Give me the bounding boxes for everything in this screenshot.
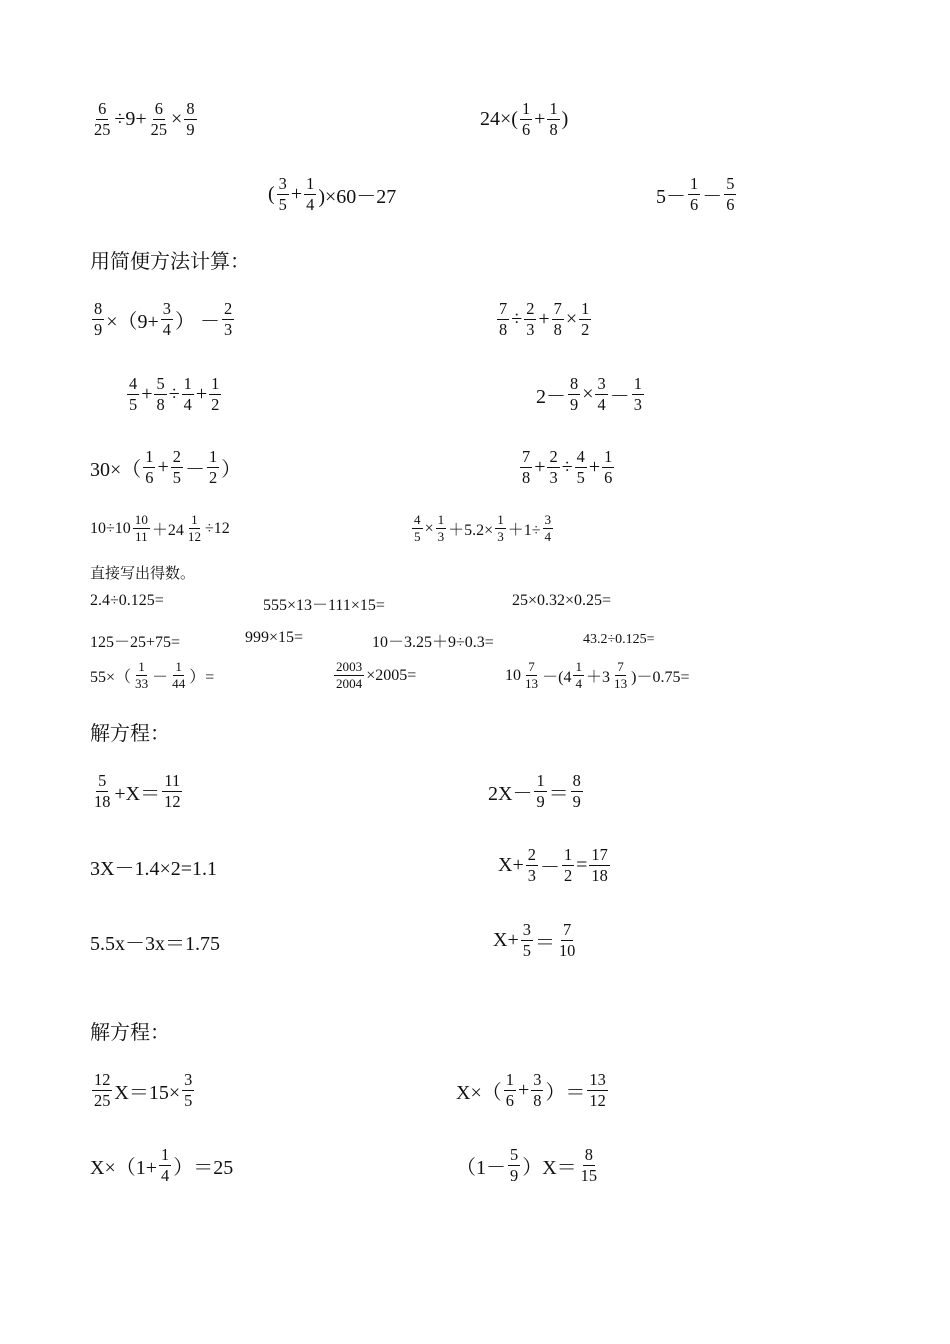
- fraction: $\frac{1}{4}$: [183, 374, 192, 414]
- fraction: $\frac{1}{4}$: [161, 1145, 170, 1185]
- fraction: $\frac{7}{8}$: [522, 447, 531, 487]
- fraction: $\frac{2003}{2004}$: [336, 659, 363, 692]
- fraction: $\frac{1}{2}$: [208, 447, 218, 487]
- problem-2: 24×( $\frac{1}{6}$ + $\frac{1}{8}$ ): [480, 99, 569, 139]
- direct-7: 43.2÷0.125=: [583, 632, 655, 647]
- equation-10: （1－ $\frac{5}{9}$ ）X＝ $\frac{8}{15}$: [456, 1145, 598, 1185]
- direct-8: 55×（ $\frac{1}{33}$ － $\frac{1}{44}$ ）=: [90, 659, 215, 692]
- heading-direct: 直接写出得数。: [90, 564, 196, 582]
- simplify-2: $\frac{7}{8}$ ÷ $\frac{2}{3}$ + $\frac{7}{8}$ × $\frac{1}{2}$: [499, 299, 590, 339]
- fraction: $\frac{3}{5}$: [522, 920, 531, 960]
- simplify-7: 10÷10 $\frac{10}{11}$ ＋24 $\frac{1}{12}$ ÷12: [90, 512, 230, 545]
- fraction: $\frac{1}{6}$: [145, 447, 154, 487]
- fraction: $\frac{2}{5}$: [172, 447, 181, 487]
- fraction: $\frac{1}{6}$: [521, 99, 531, 139]
- equation-1: $\frac{5}{18}$ +X＝ $\frac{11}{12}$: [94, 771, 181, 811]
- fraction: $\frac{4}{5}$: [576, 447, 585, 487]
- fraction: $\frac{12}{25}$: [94, 1070, 111, 1110]
- fraction: $\frac{3}{5}$: [184, 1070, 193, 1110]
- equation-2: 2X－ $\frac{1}{9}$ ＝ $\frac{8}{9}$: [488, 771, 581, 811]
- fraction: $\frac{3}{5}$: [278, 174, 287, 214]
- fraction: $\frac{1}{3}$: [497, 512, 504, 545]
- fraction: $\frac{1}{4}$: [575, 659, 583, 692]
- fraction: $\frac{3}{4}$: [597, 374, 606, 414]
- fraction: $\frac{13}{12}$: [589, 1070, 606, 1110]
- equation-5: 5.5x－3x＝1.75: [90, 933, 220, 955]
- fraction: $\frac{4}{5}$: [129, 374, 138, 414]
- fraction: $\frac{6}{25}$: [94, 99, 111, 139]
- fraction: $\frac{7}{10}$: [558, 920, 576, 960]
- fraction: $\frac{8}{15}$: [580, 1145, 598, 1185]
- fraction: $\frac{1}{6}$: [505, 1070, 514, 1110]
- fraction: $\frac{5}{6}$: [726, 174, 735, 214]
- direct-2: 555×13－111×15=: [263, 597, 385, 614]
- fraction: $\frac{7}{8}$: [499, 299, 508, 339]
- fraction: $\frac{1}{3}$: [437, 512, 445, 545]
- fraction: $\frac{1}{3}$: [633, 374, 642, 414]
- fraction: $\frac{3}{4}$: [544, 512, 552, 545]
- fraction: $\frac{5}{18}$: [94, 771, 111, 811]
- equation-4: X+ $\frac{2}{3}$ － $\frac{1}{2}$ = $\frac{17}{18}$: [498, 845, 608, 885]
- equation-9: X×（1+ $\frac{1}{4}$ ）＝25: [90, 1145, 234, 1185]
- fraction: $\frac{4}{5}$: [414, 512, 421, 545]
- equation-7: $\frac{12}{25}$ X＝15× $\frac{3}{5}$: [94, 1070, 193, 1110]
- fraction: $\frac{1}{6}$: [604, 447, 613, 487]
- direct-10: 10 $\frac{7}{13}$ －(4 $\frac{1}{4}$ ＋3 $\frac{7}{13}$ )－0.75=: [505, 659, 690, 692]
- fraction: $\frac{2}{3}$: [549, 447, 558, 487]
- heading-simplify: 用简便方法计算：: [90, 249, 250, 273]
- simplify-1: $\frac{8}{9}$ ×（9+ $\frac{3}{4}$ ） － $\frac{2}{3}$: [94, 299, 233, 339]
- fraction: $\frac{8}{9}$: [572, 771, 581, 811]
- simplify-8: $\frac{4}{5}$ × $\frac{1}{3}$ ＋5.2× $\frac{1}{3}$ ＋1÷ $\frac{3}{4}$: [414, 512, 552, 545]
- fraction: $\frac{11}{12}$: [164, 771, 181, 811]
- fraction: $\frac{8}{9}$: [186, 99, 195, 139]
- fraction: $\frac{17}{18}$: [591, 845, 608, 885]
- fraction: $\frac{10}{11}$: [134, 512, 148, 545]
- problem-3: ( $\frac{3}{5}$ + $\frac{1}{4}$ )×60－27: [268, 174, 397, 214]
- fraction: $\frac{1}{12}$: [187, 512, 202, 545]
- fraction: $\frac{1}{6}$: [690, 174, 699, 214]
- equation-8: X×（ $\frac{1}{6}$ + $\frac{3}{8}$ ）＝ $\frac{13}{12}$: [456, 1070, 606, 1110]
- heading-equations-2: 解方程：: [90, 1020, 170, 1044]
- fraction: $\frac{1}{9}$: [536, 771, 545, 811]
- fraction: $\frac{1}{33}$: [135, 659, 149, 692]
- fraction: $\frac{1}{2}$: [563, 845, 573, 885]
- direct-5: 999×15=: [245, 629, 304, 646]
- fraction: $\frac{8}{9}$: [570, 374, 579, 414]
- fraction: $\frac{7}{8}$: [553, 299, 562, 339]
- fraction: $\frac{6}{25}$: [150, 99, 168, 139]
- heading-equations-1: 解方程：: [90, 721, 170, 745]
- direct-4: 125－25+75=: [90, 634, 181, 651]
- fraction: $\frac{7}{13}$: [525, 659, 539, 692]
- problem-4: 5－ $\frac{1}{6}$ － $\frac{5}{6}$: [656, 174, 735, 214]
- fraction: $\frac{2}{3}$: [223, 299, 233, 339]
- fraction: $\frac{1}{2}$: [211, 374, 220, 414]
- fraction: $\frac{1}{44}$: [172, 659, 186, 692]
- fraction: $\frac{2}{3}$: [527, 845, 536, 885]
- fraction: $\frac{3}{4}$: [162, 299, 171, 339]
- direct-9: $\frac{2003}{2004}$ ×2005=: [336, 659, 417, 692]
- simplify-5: 30×（ $\frac{1}{6}$ + $\frac{2}{5}$ － $\frac{1}{2}$ ）: [90, 447, 242, 487]
- equation-3: 3X－1.4×2=1.1: [90, 858, 218, 880]
- equation-6: X+ $\frac{3}{5}$ ＝ $\frac{7}{10}$: [493, 920, 576, 960]
- fraction: $\frac{2}{3}$: [526, 299, 535, 339]
- fraction: $\frac{3}{8}$: [533, 1070, 542, 1110]
- direct-3: 25×0.32×0.25=: [512, 592, 612, 609]
- simplify-3: $\frac{4}{5}$ + $\frac{5}{8}$ ÷ $\frac{1}{4}$ + $\frac{1}{2}$: [129, 374, 220, 414]
- direct-1: 2.4÷0.125=: [90, 592, 164, 609]
- fraction: $\frac{5}{9}$: [510, 1145, 519, 1185]
- fraction: $\frac{1}{8}$: [549, 99, 558, 139]
- fraction: $\frac{8}{9}$: [94, 299, 103, 339]
- problem-1: $\frac{6}{25}$ ÷9+ $\frac{6}{25}$ × $\frac{8}{9}$: [94, 99, 195, 139]
- fraction: $\frac{7}{13}$: [614, 659, 628, 692]
- fraction: $\frac{5}{8}$: [156, 374, 165, 414]
- simplify-6: $\frac{7}{8}$ + $\frac{2}{3}$ ÷ $\frac{4}{5}$ + $\frac{1}{6}$: [522, 447, 613, 487]
- fraction: $\frac{1}{2}$: [581, 299, 590, 339]
- fraction: $\frac{1}{4}$: [306, 174, 315, 214]
- direct-6: 10－3.25＋9÷0.3=: [372, 634, 494, 651]
- simplify-4: 2－ $\frac{8}{9}$ × $\frac{3}{4}$ － $\frac{1}{3}$: [536, 374, 642, 414]
